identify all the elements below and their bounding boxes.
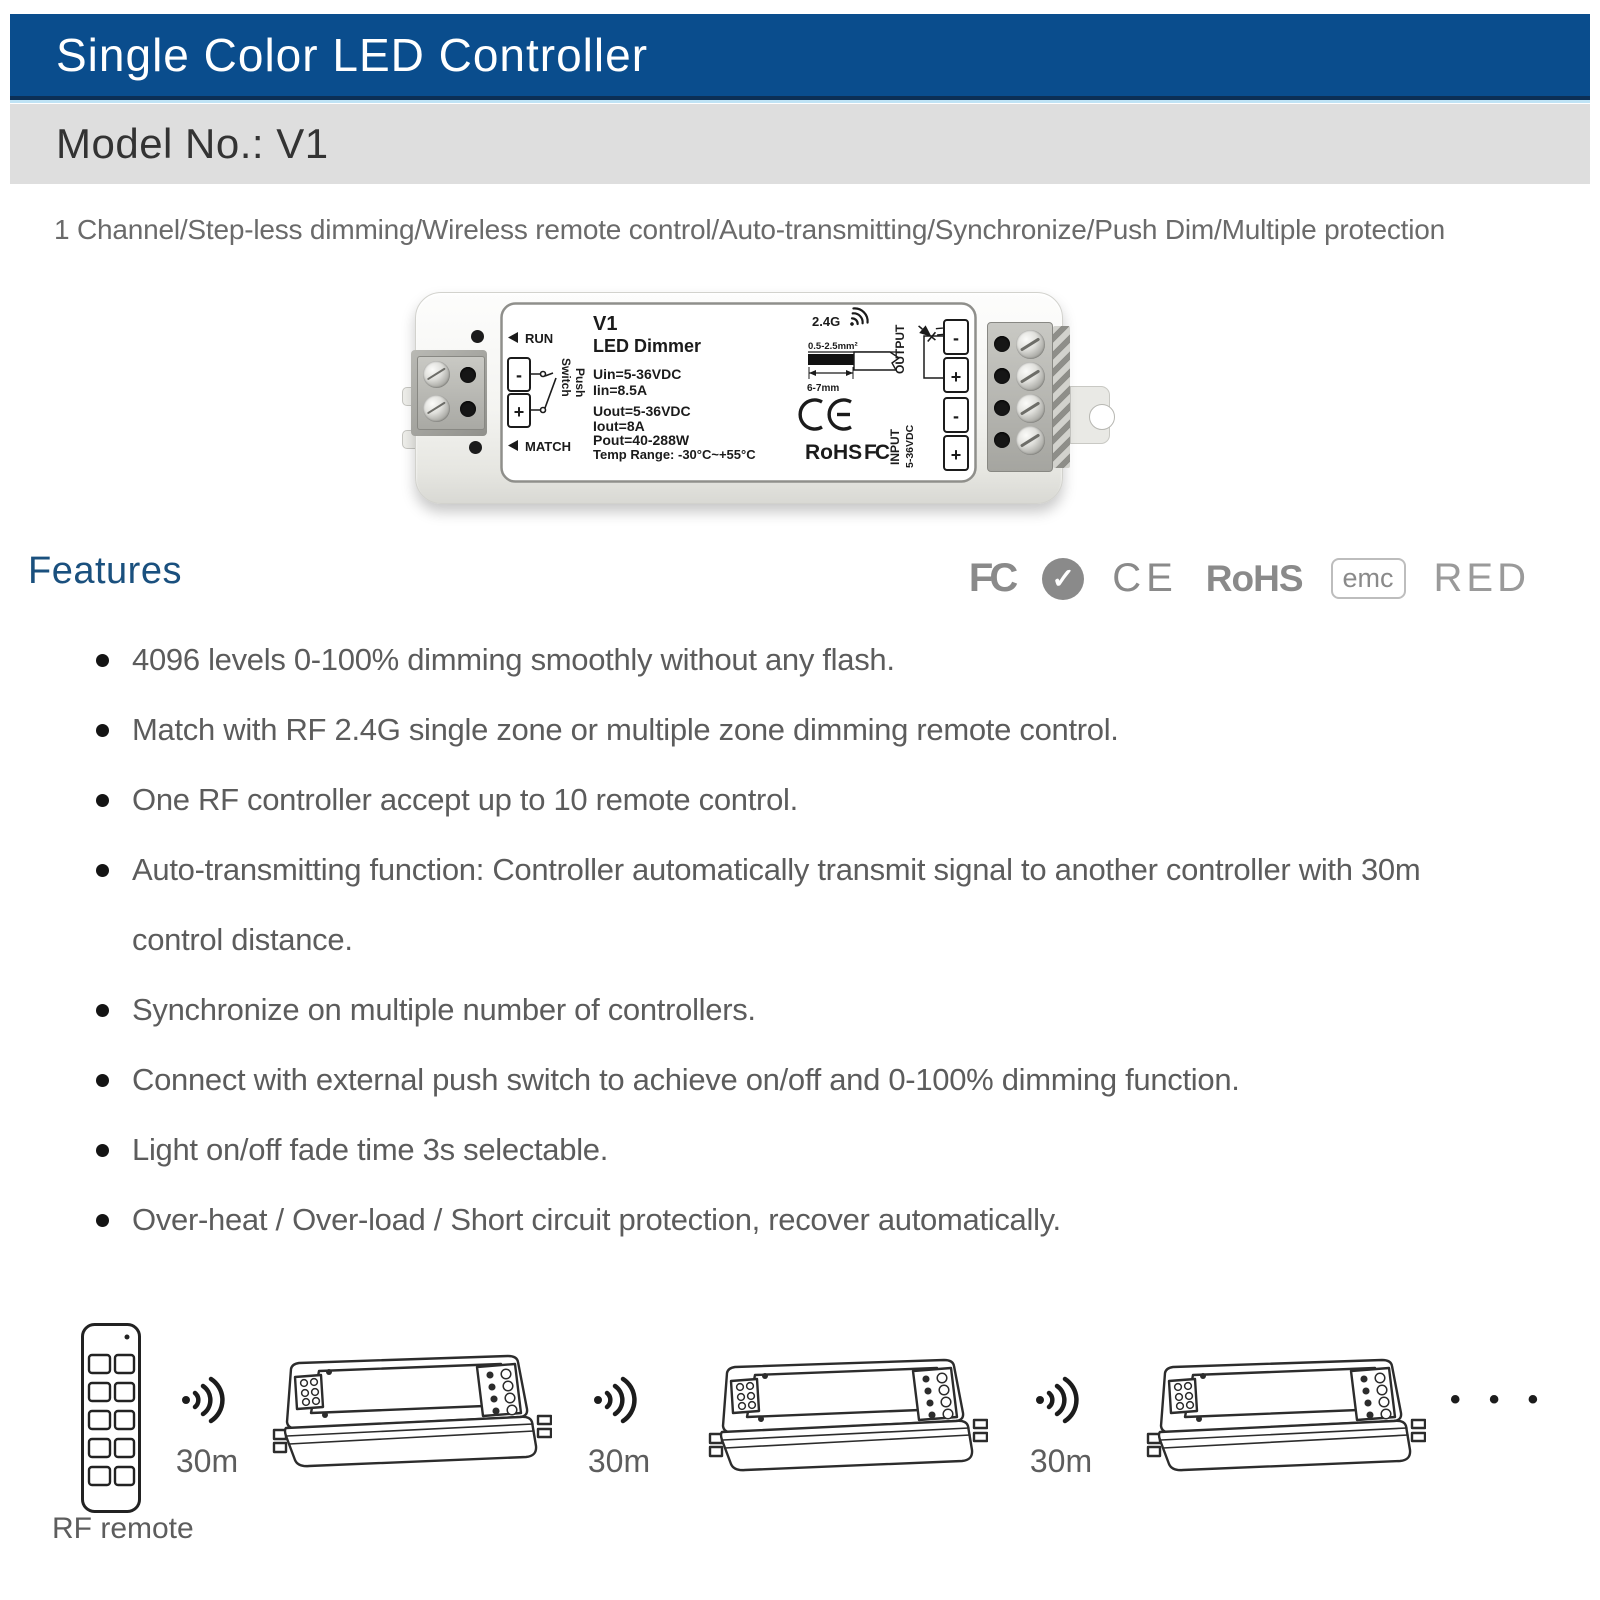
- spec-uout: Uout=5-36VDC: [593, 403, 691, 419]
- wire-hole-icon: [994, 336, 1010, 352]
- model-bar: [10, 104, 1590, 184]
- strip-length-label: 6-7mm: [807, 383, 840, 394]
- mounting-tab-right: [1070, 386, 1110, 444]
- features-heading: Features: [28, 550, 182, 592]
- run-led-indicator: [471, 330, 484, 343]
- model-number: Model No.: V1: [56, 120, 329, 167]
- title-bar: [10, 14, 1590, 100]
- remote-led-icon: [125, 1335, 130, 1340]
- input-plus: +: [950, 445, 962, 465]
- wire-hole-icon: [994, 400, 1010, 416]
- signal-range-1: [170, 1372, 244, 1480]
- feature-item: Over-heat / Over-load / Short circuit protection, recover automatically.: [96, 1185, 1496, 1255]
- controller-illustration-2: [698, 1356, 988, 1472]
- signal-range-3: [1024, 1372, 1098, 1480]
- output-plus: +: [950, 367, 962, 387]
- rohs-mark: RoHS: [805, 441, 863, 464]
- wire-hole-icon: [460, 401, 476, 417]
- feature-summary-line: 1 Channel/Step-less dimming/Wireless remote control/Auto-transmitting/Synchronize/Push Dim/Multiple protection: [54, 214, 1446, 245]
- feature-item: Auto-transmitting function: Controller automatically transmit signal to another controller with 30m control distance.: [96, 835, 1496, 975]
- match-button: [469, 441, 482, 454]
- screw-icon: [423, 395, 450, 422]
- controller-illustration-3: [1136, 1356, 1426, 1472]
- input-label: INPUT: [888, 429, 902, 465]
- rf-waves-icon: [591, 1372, 647, 1428]
- frequency-label: 2.4G: [812, 314, 841, 329]
- signal-range-2: [582, 1372, 656, 1480]
- wire-hole-icon: [994, 368, 1010, 384]
- continuation-dots: • • •: [1450, 1383, 1549, 1416]
- switch-minus: -: [516, 365, 522, 385]
- screw-icon: [423, 361, 450, 388]
- product-photo: [415, 292, 1063, 504]
- input-voltage-label: 5-36VDC: [904, 424, 916, 468]
- spec-pout: Pout=40-288W: [593, 432, 690, 448]
- rf-remote-illustration: [80, 1322, 142, 1514]
- screw-icon: [1016, 330, 1045, 359]
- device-model: V1: [593, 313, 618, 335]
- ce-logo-icon: CE: [1112, 556, 1178, 600]
- feature-item: One RF controller accept up to 10 remote control.: [96, 765, 1496, 835]
- screw-icon: [1016, 394, 1045, 423]
- left-terminal-block: [417, 356, 485, 430]
- wire-hole-icon: [460, 367, 476, 383]
- features-list: [96, 625, 1508, 1255]
- controller-illustration-1: [262, 1352, 552, 1468]
- distance-label: 30m: [587, 1443, 651, 1479]
- feature-item: Connect with external push switch to achieve on/off and 0-100% dimming function.: [96, 1045, 1496, 1115]
- distance-label: 30m: [175, 1443, 239, 1479]
- certification-row: [969, 556, 1530, 601]
- distance-label: 30m: [1029, 1443, 1093, 1479]
- rohs-logo: RoHS: [1205, 557, 1303, 599]
- match-label: MATCH: [525, 439, 571, 454]
- feature-item: Light on/off fade time 3s selectable.: [96, 1115, 1496, 1185]
- screw-icon: [1016, 426, 1045, 455]
- right-terminal-block: [987, 322, 1053, 472]
- rf-waves-icon: [1033, 1372, 1089, 1428]
- input-minus: -: [953, 406, 959, 426]
- wire-hole-icon: [994, 432, 1010, 448]
- feature-item: 4096 levels 0-100% dimming smoothly without any flash.: [96, 625, 1496, 695]
- feature-item: Match with RF 2.4G single zone or multiple zone dimming remote control.: [96, 695, 1496, 765]
- spec-uin: Uin=5-36VDC: [593, 366, 682, 382]
- auto-transmitting-diagram: [0, 1280, 1600, 1600]
- switch-plus: +: [513, 402, 525, 422]
- rf-remote-label: RF remote: [52, 1512, 194, 1545]
- screw-icon: [1016, 362, 1045, 391]
- spec-iout: Iout=8A: [593, 418, 645, 434]
- switch-word: Switch: [559, 358, 573, 397]
- feature-item: Synchronize on multiple number of controllers.: [96, 975, 1496, 1045]
- spec-iin: Iin=8.5A: [593, 382, 648, 398]
- rf-waves-icon: [179, 1372, 235, 1428]
- fcc-mark: FC: [864, 441, 888, 464]
- run-label: RUN: [525, 331, 554, 346]
- output-minus: -: [953, 328, 959, 348]
- page-title: Single Color LED Controller: [56, 29, 649, 81]
- heatsink-fins: [1053, 326, 1070, 468]
- emc-badge: emc: [1331, 558, 1406, 599]
- product-label: [500, 302, 977, 483]
- output-label: OUTPUT: [893, 324, 907, 374]
- spec-temp-range: Temp Range: -30°C~+55°C: [593, 447, 756, 462]
- wire-gauge-label: 0.5-2.5mm²: [808, 341, 858, 352]
- push-word: Push: [573, 368, 587, 398]
- red-logo: RED: [1433, 556, 1530, 600]
- device-product-name: LED Dimmer: [593, 336, 702, 356]
- rcm-tick-icon: ✓: [1042, 558, 1084, 600]
- fcc-logo-icon: FC: [968, 556, 1015, 600]
